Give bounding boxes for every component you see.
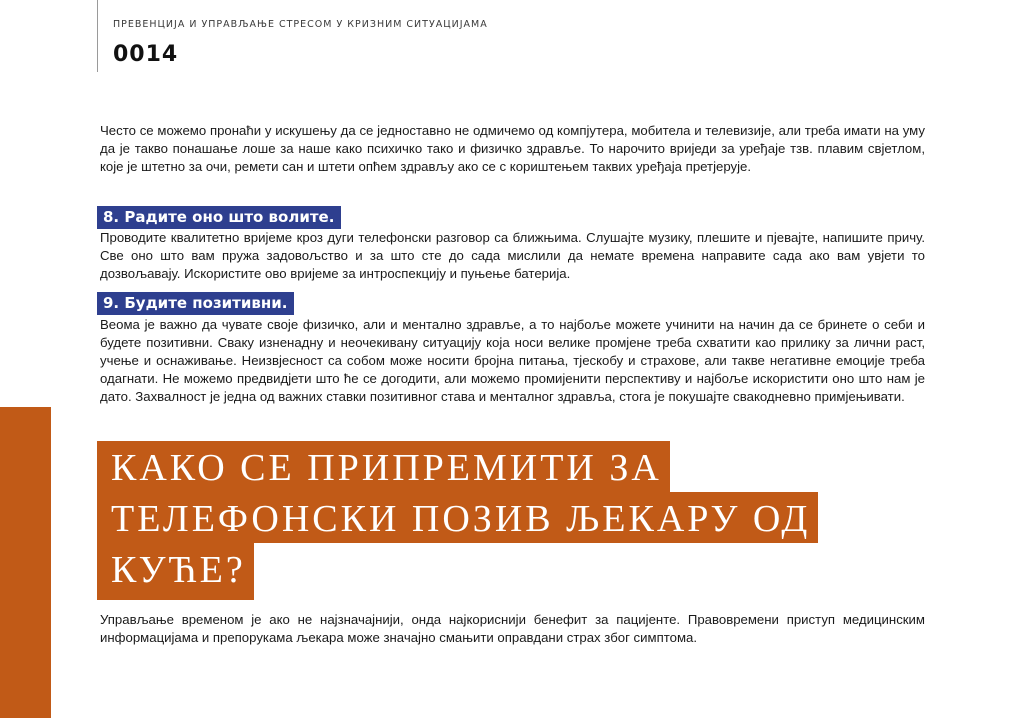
section-8-paragraph: Проводите квалитетно вријеме кроз дуги телефонски разговор са ближњима. Слушајте музику, плешите и пјевајте, напишите причу. Све оно што вам пружа задовољство и за што сте до сада мислили да немате времена направите сада ако вам увјети то дозвољавају. Искористите ово вријеме за интроспекцију и пуњење батерија. xyxy=(100,230,925,281)
header-divider-line xyxy=(97,0,98,72)
intro-paragraph: Често се можемо пронаћи у искушењу да се једноставно не одмичемо од компјутера, мобитела и телевизије, али треба имати на уму да је такво понашање лоше за наше како психичко тако и физичко здравље. То нарочито вриједи за уређаје тзв. плавим свјетлом, које је штетно за очи, ремети сан и штети опћем здрављу ако се с кориштењем таквих уређаја претјерује. xyxy=(100,123,925,174)
chapter-heading-line-2: ТЕЛЕФОНСКИ ПОЗИВ ЉЕКАРУ ОД xyxy=(97,492,818,543)
chapter-heading-line-1: КАКО СЕ ПРИПРЕМИТИ ЗА xyxy=(97,441,670,492)
section-8-heading: 8. Радите оно што волите. xyxy=(97,206,341,229)
decorative-side-bar xyxy=(0,407,51,718)
chapter-heading xyxy=(97,441,877,600)
running-header: ПРЕВЕНЦИЈА И УПРАВЉАЊЕ СТРЕСОМ У КРИЗНИМ СИТУАЦИЈАМА xyxy=(113,19,488,30)
closing-paragraph: Управљање временом је ако не најзначајнији, онда најкориснији бенефит за пацијенте. Правовремени приступ медицинским информацијама и препорукама љекара може значајно смањити оправдани страх због симптома. xyxy=(100,612,925,645)
section-9-heading: 9. Будите позитивни. xyxy=(97,292,294,315)
chapter-heading-line-3: КУЋЕ? xyxy=(97,543,254,600)
page-number: 0014 xyxy=(113,42,179,67)
section-9-paragraph: Веома је важно да чувате своје физичко, али и ментално здравље, а то најбоље можете учинити на начин да се бринете о себи и будете позитивни. Сваку изненадну и неочекивану ситуацију која носи велике промјене треба схватити као прилику за лични раст, учење и оснаживање. Неизвјесност са собом може носити бројна питања, тјескобу и страхове, али такве негативне емоције треба одагнати. Не можемо предвидјети што ће се догодити, али можемо промијенити перспективу и најбоље искористити оно што нам је дато. Захвалност је једна од важних ставки позитивног става и менталног здравља, стога је покушајте свакодневно примјењивати. xyxy=(100,317,925,404)
